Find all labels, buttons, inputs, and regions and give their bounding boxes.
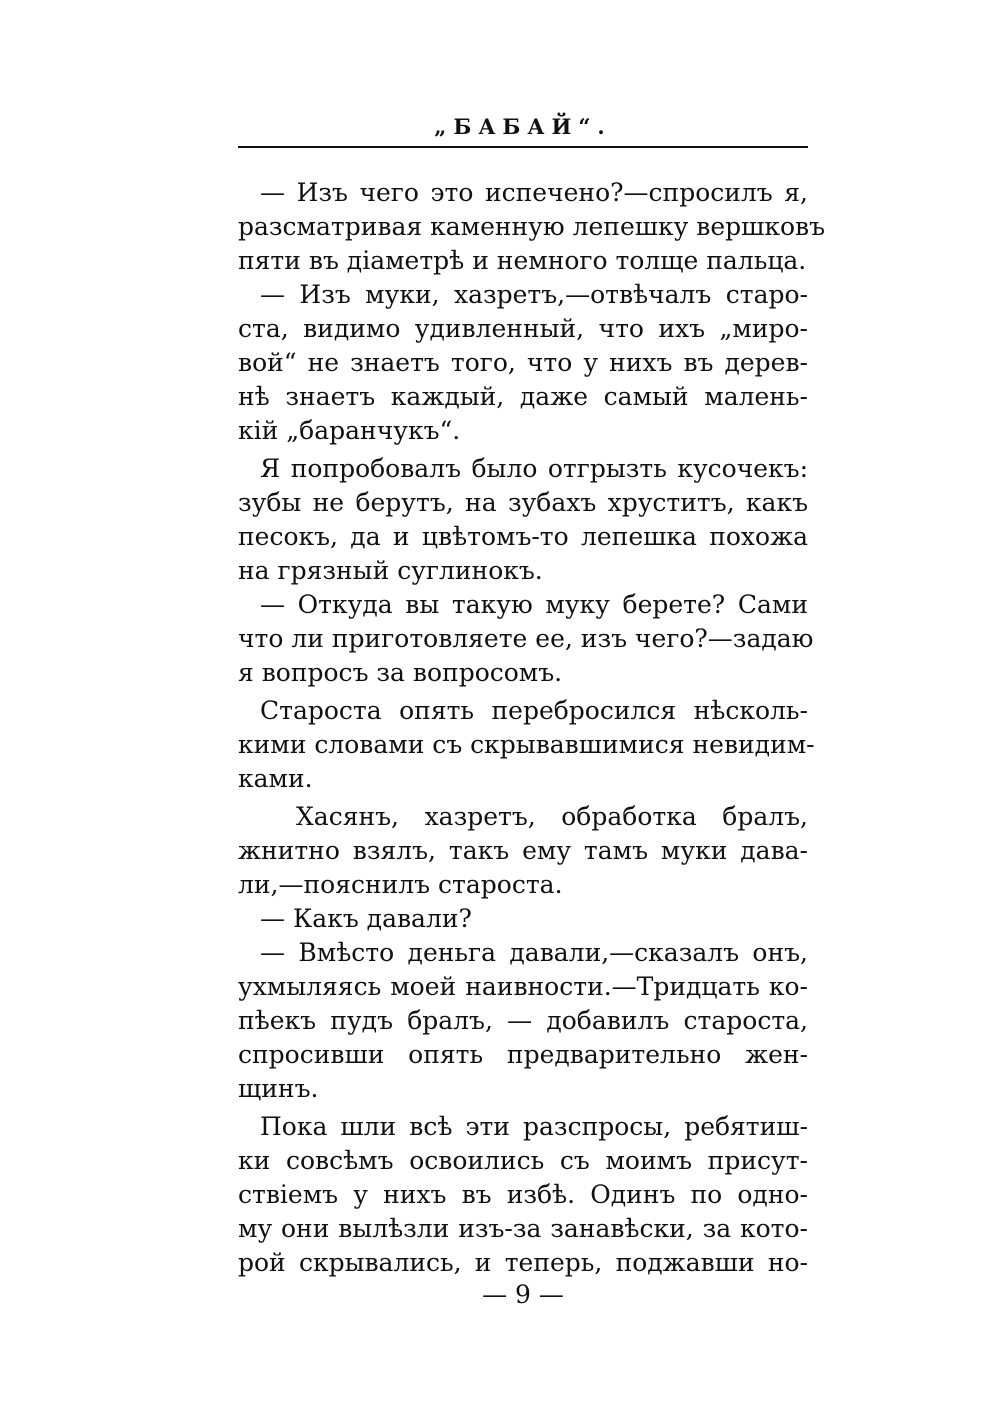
text-line: Я попробовалъ было отгрызть кусочекъ: xyxy=(260,454,808,483)
text-line: разсматривая каменную лепешку вершковъ xyxy=(238,212,826,241)
running-title: „БАБАЙ“. xyxy=(434,114,612,139)
text-line: — Изъ муки, хазретъ,—отвѣчалъ старо- xyxy=(260,280,808,309)
text-line: — Откуда вы такую муку берете? Сами xyxy=(260,590,808,619)
header-rule xyxy=(238,146,808,148)
text-line: нѣ знаетъ каждый, даже самый малень- xyxy=(238,382,808,411)
body-text xyxy=(238,176,826,1280)
text-line: ухмыляясь моей наивности.—Тридцать ко- xyxy=(238,972,808,1001)
text-line: ки совсѣмъ освоились съ моимъ присут- xyxy=(238,1146,808,1175)
text-line: Хасянъ, хазретъ, обработка бралъ, xyxy=(296,802,808,831)
text-line: зубы не берутъ, на зубахъ хруститъ, какъ xyxy=(238,488,808,517)
text-line: кій „баранчукъ“. xyxy=(238,416,461,445)
text-line: Староста опять перебросился нѣсколь- xyxy=(260,696,808,725)
page-number: — 9 — xyxy=(482,1280,564,1309)
text-line: ста, видимо удивленный, что ихъ „миро- xyxy=(238,314,808,343)
text-line: пѣекъ пудъ бралъ, — добавилъ староста, xyxy=(238,1006,808,1035)
text-line: щинъ. xyxy=(238,1074,319,1103)
text-line: — Какъ давали? xyxy=(260,904,472,933)
text-line: жнитно взялъ, такъ ему тамъ муки дава- xyxy=(238,836,808,865)
text-line: кими словами съ скрывавшимися невидим- xyxy=(238,730,815,759)
text-line: я вопросъ за вопросомъ. xyxy=(238,658,563,687)
text-line: спросивши опять предварительно жен- xyxy=(238,1040,808,1069)
text-line: что ли приготовляете ее, изъ чего?—задаю xyxy=(238,624,814,653)
text-line: му они вылѣзли изъ-за занавѣски, за кото- xyxy=(238,1214,808,1243)
text-line: пяти въ діаметрѣ и немного толще пальца. xyxy=(238,246,807,275)
text-line: Пока шли всѣ эти разспросы, ребятиш- xyxy=(260,1112,808,1141)
text-line: — Изъ чего это испечено?—спросилъ я, xyxy=(260,178,808,207)
text-line: — Вмѣсто деньга давали,—сказалъ онъ, xyxy=(260,938,808,967)
text-line: вой“ не знаетъ того, что у нихъ въ дерев- xyxy=(238,348,808,377)
text-line: ствіемъ у нихъ въ избѣ. Одинъ по одно- xyxy=(238,1180,808,1209)
text-line: ли,—пояснилъ староста. xyxy=(238,870,563,899)
text-line: на грязный суглинокъ. xyxy=(238,556,543,585)
text-line: рой скрывались, и теперь, поджавши но- xyxy=(238,1248,808,1277)
text-line: ками. xyxy=(238,764,313,793)
text-line: песокъ, да и цвѣтомъ-то лепешка похожа xyxy=(238,522,808,551)
